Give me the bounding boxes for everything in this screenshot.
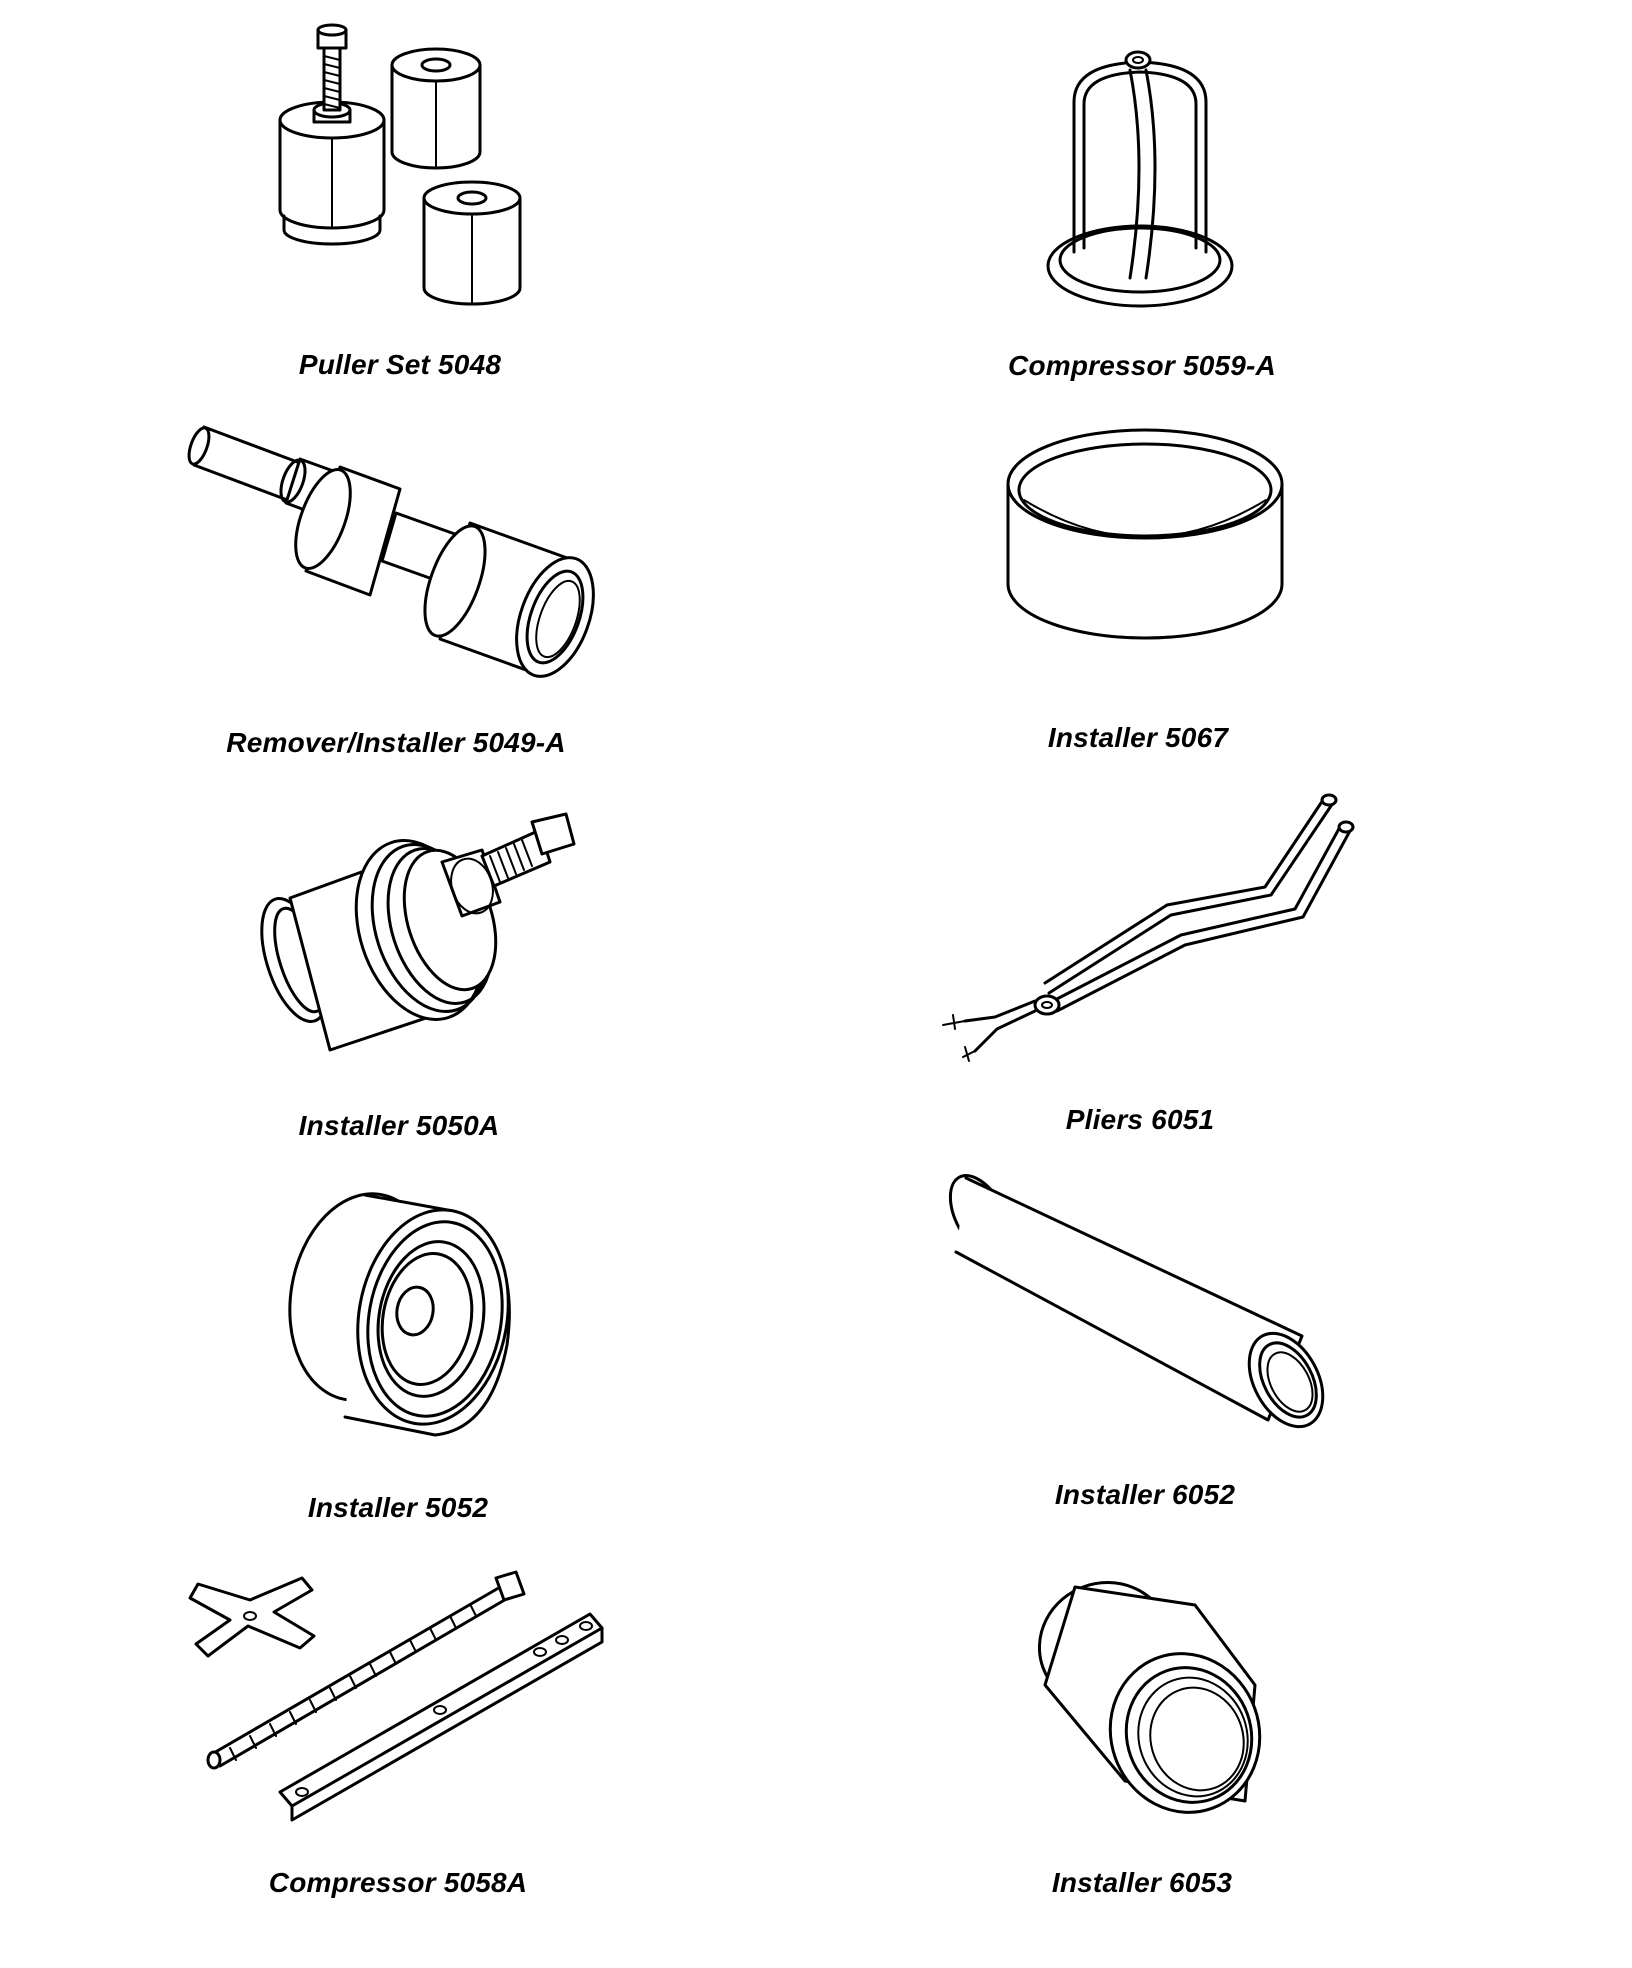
installer-6052-label: Installer 6052 [1054, 1479, 1236, 1510]
compressor-5058-label: Compressor 5058A [268, 1867, 528, 1898]
compressor-5059-illustration [1040, 42, 1240, 312]
installer-5050-illustration [250, 810, 580, 1070]
puller-set-label: Puller Set 5048 [298, 349, 502, 380]
installer-5052-illustration [285, 1185, 525, 1445]
compressor-5058-illustration [190, 1570, 620, 1820]
installer-6052-illustration [950, 1160, 1350, 1440]
installer-5067-illustration [1000, 424, 1290, 664]
installer-6053-illustration [1015, 1565, 1275, 1825]
compressor-5059-label: Compressor 5059-A [1008, 350, 1276, 381]
pliers-6051-label: Pliers 6051 [1065, 1104, 1215, 1135]
puller-set-illustration [260, 20, 540, 310]
pliers-6051-illustration [935, 785, 1355, 1095]
remover-installer-label: Remover/Installer 5049-A [226, 727, 566, 758]
installer-5052-label: Installer 5052 [307, 1492, 489, 1523]
installer-5067-label: Installer 5067 [1047, 722, 1229, 753]
installer-6053-label: Installer 6053 [1051, 1867, 1233, 1898]
installer-5050-label: Installer 5050A [298, 1110, 500, 1141]
remover-installer-illustration [190, 405, 610, 685]
